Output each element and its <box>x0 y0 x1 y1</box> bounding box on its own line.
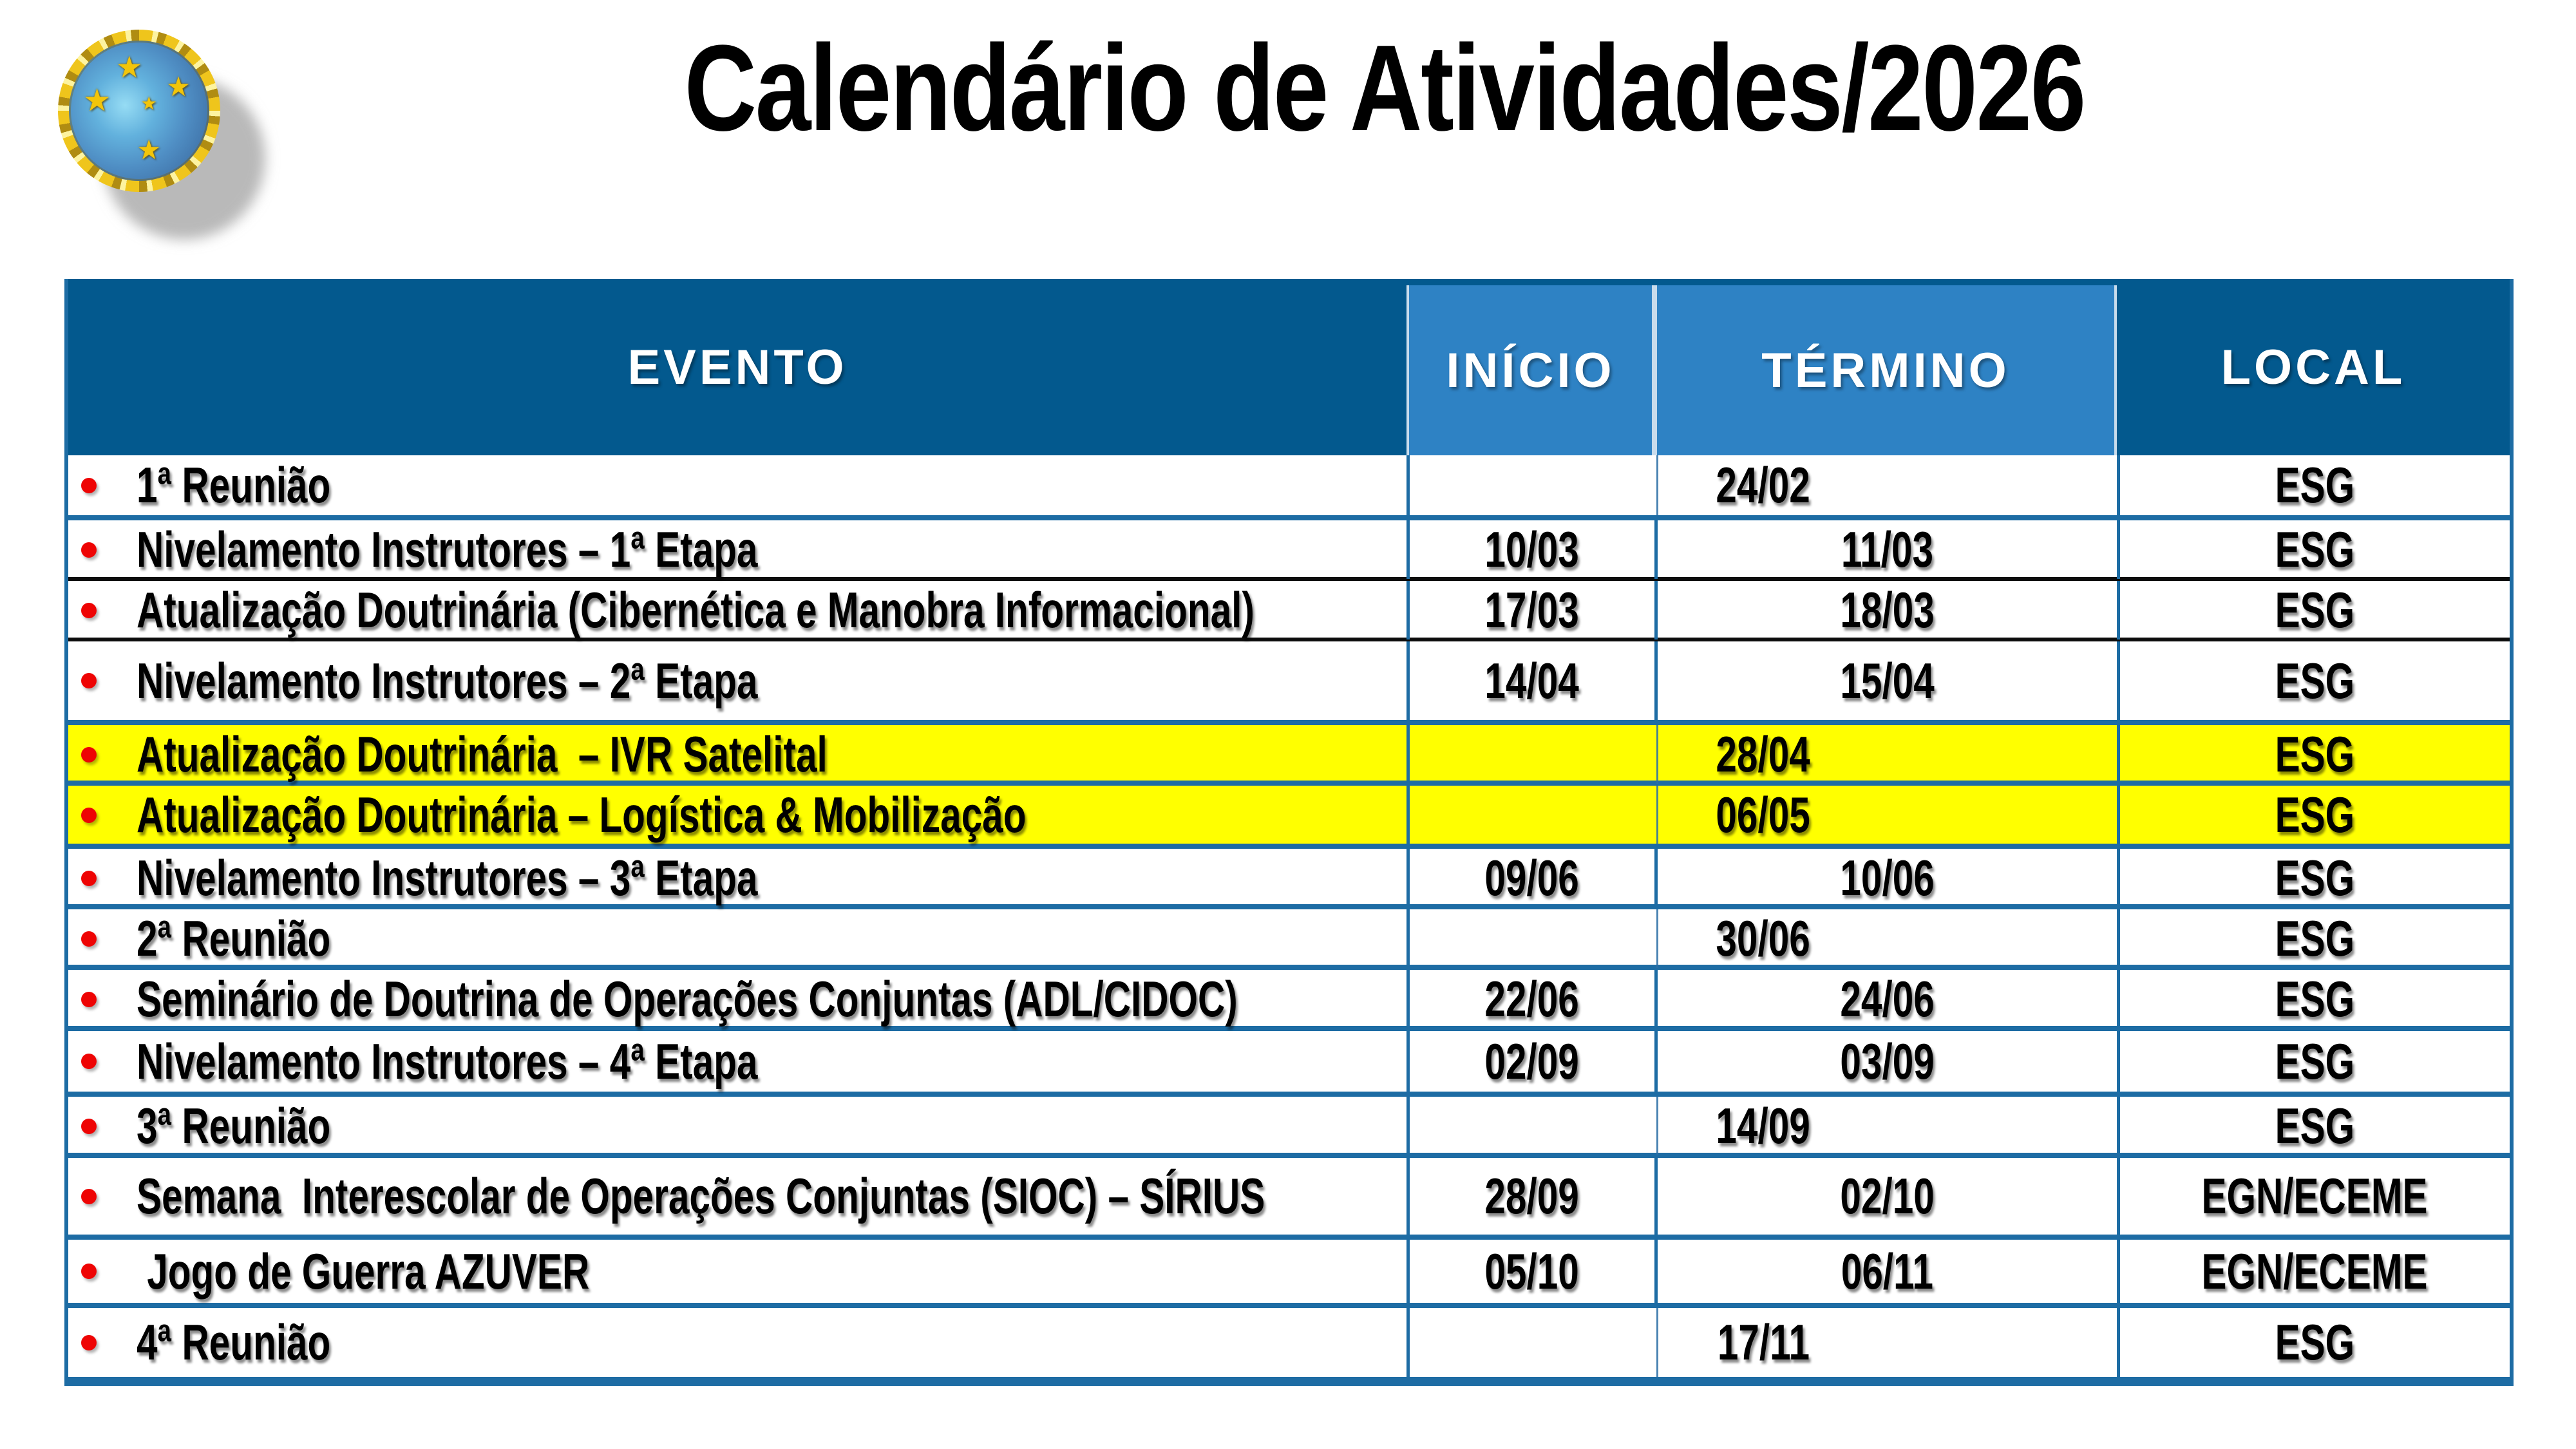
local-cell <box>2117 725 2510 784</box>
bullet-icon <box>81 603 97 618</box>
table-row <box>68 1153 2510 1235</box>
bullet-icon <box>81 1264 97 1279</box>
termino-value: 18/03 <box>1840 582 1935 638</box>
date-merged-cell <box>1406 786 2117 844</box>
table-row <box>68 577 2510 638</box>
local-value: ESG <box>2275 971 2355 1027</box>
event-cell <box>68 849 1406 907</box>
star-icon: ★ <box>137 135 162 166</box>
bullet-icon <box>81 992 97 1007</box>
local-cell <box>2117 1158 2510 1235</box>
local-value: EGN/ECEME <box>2201 1168 2429 1224</box>
inicio-cell <box>1406 1240 1654 1303</box>
local-value: ESG <box>2275 1032 2355 1090</box>
termino-value: 03/09 <box>1840 1032 1935 1090</box>
event-cell <box>68 725 1406 784</box>
inicio-cell <box>1406 849 1654 907</box>
termino-value: 10/06 <box>1840 849 1935 906</box>
inicio-cell <box>1406 520 1654 579</box>
page-title <box>219 18 2550 158</box>
inicio-value: 22/06 <box>1484 971 1580 1027</box>
termino-value: 24/06 <box>1840 971 1935 1027</box>
column-hairline <box>1656 725 1658 784</box>
event-cell <box>68 786 1406 844</box>
local-value: EGN/ECEME <box>2201 1242 2429 1300</box>
inicio-value: 09/06 <box>1484 849 1580 906</box>
event-label: Semana Interescolar de Operações Conjuntas (SIOC) – SÍRIUS <box>137 1168 1265 1224</box>
termino-cell <box>1654 849 2117 907</box>
local-cell <box>2117 1031 2510 1092</box>
event-label: Nivelamento Instrutores – 2ª Etapa <box>137 652 758 709</box>
event-label: Seminário de Doutrina de Operações Conjuntas (ADL/CIDOC) <box>137 971 1238 1027</box>
event-label: 3ª Reunião <box>137 1097 331 1154</box>
bullet-icon <box>81 478 97 493</box>
local-value: ESG <box>2275 910 2355 967</box>
date-merged-cell <box>1406 455 2117 515</box>
termino-cell <box>1654 520 2117 579</box>
header-local-label: LOCAL <box>2221 339 2406 395</box>
table-row <box>68 1026 2510 1092</box>
inicio-cell <box>1406 1158 1654 1235</box>
event-cell <box>68 455 1406 515</box>
activities-table <box>64 279 2514 1386</box>
table-row <box>68 965 2510 1026</box>
local-cell <box>2117 455 2510 515</box>
date-merged-value: 30/06 <box>1716 910 1811 967</box>
termino-value: 06/11 <box>1841 1242 1934 1300</box>
table-row <box>68 455 2510 515</box>
termino-value: 02/10 <box>1840 1168 1935 1224</box>
inicio-value: 14/04 <box>1484 652 1580 709</box>
table-row <box>68 1235 2510 1303</box>
event-label: 2ª Reunião <box>137 910 331 967</box>
event-cell <box>68 909 1406 968</box>
date-merged-value: 14/09 <box>1716 1097 1811 1154</box>
inicio-value: 05/10 <box>1484 1242 1580 1300</box>
termino-cell <box>1654 1158 2117 1235</box>
table-row <box>68 720 2510 781</box>
table-body <box>68 455 2510 1377</box>
local-value: ESG <box>2275 1097 2355 1154</box>
header-termino-label: TÉRMINO <box>1761 343 2010 398</box>
event-label: Nivelamento Instrutores – 1ª Etapa <box>137 521 758 578</box>
event-label: 1ª Reunião <box>137 457 331 513</box>
inicio-cell <box>1406 970 1654 1028</box>
bullet-icon <box>81 871 97 886</box>
event-cell <box>68 641 1406 720</box>
header-evento-label: EVENTO <box>627 339 848 395</box>
date-merged-value: 06/05 <box>1716 786 1811 843</box>
inicio-cell <box>1406 641 1654 720</box>
bullet-icon <box>81 747 97 762</box>
star-icon: ★ <box>116 50 143 84</box>
inicio-value: 02/09 <box>1484 1032 1580 1090</box>
local-cell <box>2117 1308 2510 1377</box>
event-cell <box>68 581 1406 639</box>
table-row <box>68 638 2510 720</box>
header-inicio <box>1406 279 1654 455</box>
column-hairline <box>1656 1308 1658 1377</box>
star-icon: ★ <box>166 71 191 102</box>
page-title-text: Calendário de Atividades/2026 <box>684 20 2085 156</box>
local-cell <box>2117 849 2510 907</box>
termino-cell <box>1654 581 2117 639</box>
date-merged-cell <box>1406 1097 2117 1155</box>
table-row <box>68 515 2510 577</box>
event-label: Atualização Doutrinária – Logística & Mobilização <box>137 786 1027 843</box>
local-cell <box>2117 641 2510 720</box>
inicio-cell <box>1406 581 1654 639</box>
bullet-icon <box>81 808 97 823</box>
date-merged-cell <box>1406 909 2117 968</box>
local-value: ESG <box>2275 521 2355 578</box>
local-value: ESG <box>2275 786 2355 843</box>
event-cell <box>68 520 1406 579</box>
bullet-icon <box>81 1054 97 1069</box>
inicio-value: 17/03 <box>1484 582 1580 638</box>
local-cell <box>2117 1097 2510 1155</box>
column-hairline <box>1656 1097 1658 1155</box>
local-value: ESG <box>2275 652 2355 709</box>
table-row <box>68 781 2510 844</box>
bullet-icon <box>81 1335 97 1350</box>
date-merged-value: 24/02 <box>1716 457 1811 513</box>
termino-cell <box>1654 970 2117 1028</box>
table-header <box>68 279 2510 455</box>
esg-emblem-icon <box>58 30 220 192</box>
local-cell <box>2117 1240 2510 1303</box>
date-merged-value: 17/11 <box>1717 1314 1810 1370</box>
column-hairline <box>1656 455 1658 515</box>
header-inicio-label: INÍCIO <box>1446 343 1615 398</box>
local-value: ESG <box>2275 726 2355 782</box>
local-value: ESG <box>2275 457 2355 513</box>
inicio-value: 28/09 <box>1484 1168 1580 1224</box>
event-cell <box>68 1308 1406 1377</box>
local-cell <box>2117 581 2510 639</box>
bullet-icon <box>81 1119 97 1134</box>
table-row <box>68 844 2510 904</box>
local-cell <box>2117 909 2510 968</box>
event-label: 4ª Reunião <box>137 1314 331 1370</box>
bullet-icon <box>81 673 97 688</box>
event-cell <box>68 1031 1406 1092</box>
logo-sphere <box>69 41 209 181</box>
bullet-icon <box>81 931 97 947</box>
event-label: Atualização Doutrinária – IVR Satelital <box>137 726 828 782</box>
column-hairline <box>1656 909 1658 968</box>
inicio-value: 10/03 <box>1484 521 1580 578</box>
termino-value: 11/03 <box>1841 521 1934 578</box>
inicio-cell <box>1406 1031 1654 1092</box>
event-cell <box>68 970 1406 1028</box>
table-row <box>68 1092 2510 1153</box>
event-label: Atualização Doutrinária (Cibernética e Manobra Informacional) <box>137 582 1255 638</box>
local-cell <box>2117 520 2510 579</box>
date-merged-cell <box>1406 725 2117 784</box>
local-cell <box>2117 970 2510 1028</box>
local-value: ESG <box>2275 582 2355 638</box>
local-value: ESG <box>2275 849 2355 906</box>
termino-cell <box>1654 1240 2117 1303</box>
header-local <box>2117 279 2510 455</box>
date-merged-value: 28/04 <box>1716 726 1811 782</box>
event-label: Jogo de Guerra AZUVER <box>137 1242 590 1300</box>
star-icon: ★ <box>83 83 111 118</box>
bullet-icon <box>81 1189 97 1204</box>
termino-cell <box>1654 641 2117 720</box>
table-row <box>68 904 2510 965</box>
event-label: Nivelamento Instrutores – 4ª Etapa <box>137 1032 758 1090</box>
termino-value: 15/04 <box>1840 652 1935 709</box>
date-merged-cell <box>1406 1308 2117 1377</box>
event-cell <box>68 1240 1406 1303</box>
termino-cell <box>1654 1031 2117 1092</box>
event-cell <box>68 1158 1406 1235</box>
local-value: ESG <box>2275 1314 2355 1370</box>
table-row <box>68 1303 2510 1377</box>
local-cell <box>2117 786 2510 844</box>
event-cell <box>68 1097 1406 1155</box>
star-icon: ★ <box>140 93 157 114</box>
bullet-icon <box>81 542 97 558</box>
header-evento <box>68 279 1406 455</box>
event-label: Nivelamento Instrutores – 3ª Etapa <box>137 849 758 906</box>
column-hairline <box>1656 786 1658 844</box>
header-termino <box>1654 279 2117 455</box>
